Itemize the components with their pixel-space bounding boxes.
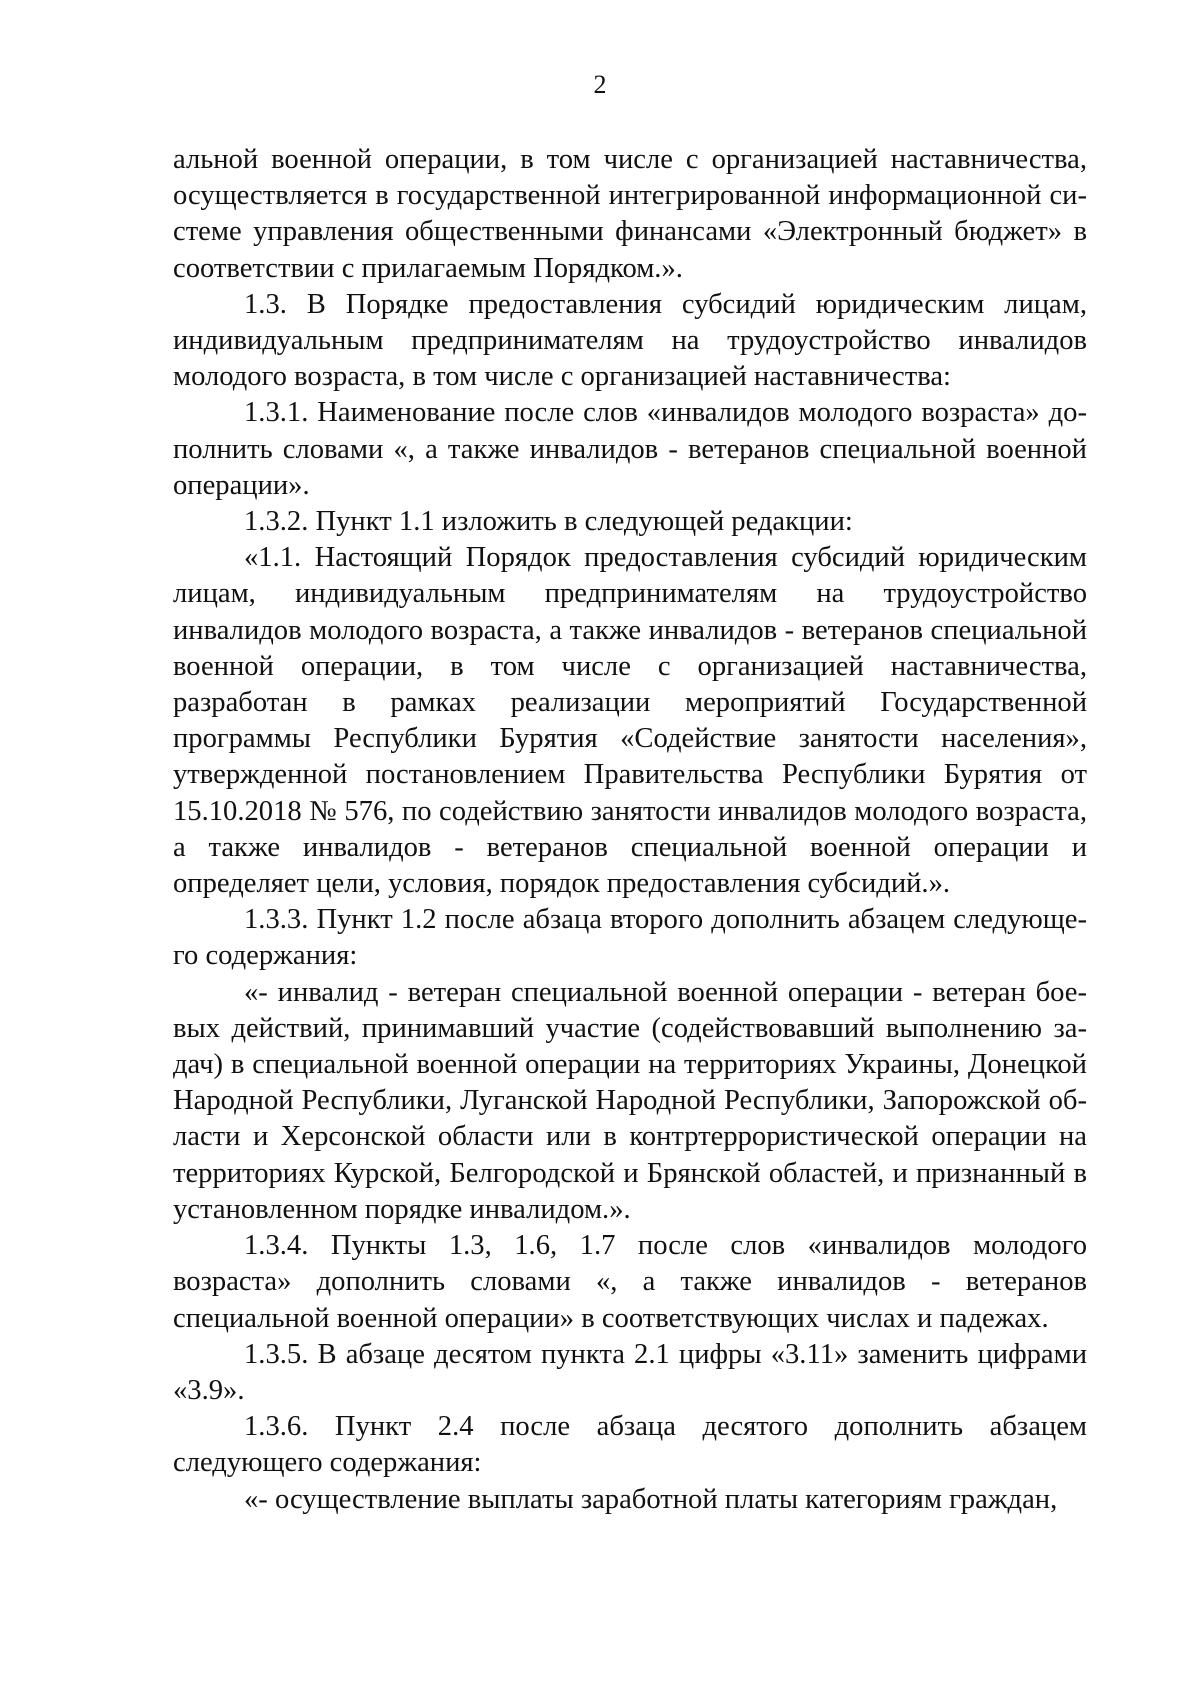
paragraph-continuation: альной военной операции, в том числе с организацией наставничества, осуществляется в государственной интегрированной информационной системе управления общественными финансами «Электронный бюджет» в соответствии с прилагаемым Порядком.». bbox=[173, 144, 1087, 284]
paragraph-quoted-1-1: «1.1. Настоящий Порядок предоставления субсидий юридическим лицам, индивидуальным предпринимателям на трудоустройство инвалидов молодого возраста, а также инвалидов - ветеранов специальной военной операции, в том числе с организацией наставничества, разработан в рамках реализации мероприятий Государственной программы Республики Бурятия «Содействие занятости населения», утвержденной постановлением Правительства Республики Бурятия от 15.10.2018 № 576, по содействию занятости инвалидов молодого возраста, а также инвалидов - ветеранов специальной военной операции и определяет цели, условия, порядок предоставления субсидий.». bbox=[173, 542, 1087, 900]
paragraph-last: «- осуществление выплаты заработной платы категориям граждан, bbox=[244, 1483, 1058, 1515]
paragraph-definition: «- инвалид - ветеран специальной военной операции - ветеран боевых действий, принимавший участие (содействовавший выполнению задач) в специальной военной операции на территориях Украины, Донецкой Народной Республики, Луганской Народной Республики, Запорожской области и Херсонской области или в контртеррористической операции на территориях Курской, Белгородской и Брянской областей, и признанный в установленном порядке инвалидом.». bbox=[173, 976, 1087, 1225]
paragraph-1-3: 1.3. В Порядке предоставления субсидий юридическим лицам, индивидуальным предпринимателям на трудоустройство инвалидов молодого возраста, в том числе с организацией наставничества: bbox=[173, 288, 1087, 393]
paragraph-1-3-5: 1.3.5. В абзаце десятом пункта 2.1 цифры «3.11» заменить цифрами «3.9». bbox=[173, 1338, 1087, 1406]
paragraph-1-3-4: 1.3.4. Пункты 1.3, 1.6, 1.7 после слов «инвалидов молодого возраста» дополнить словами «, а также инвалидов - ветеранов специальной военной операции» в соответствующих числах и падежах. bbox=[173, 1230, 1087, 1334]
paragraph-1-3-1: 1.3.1. Наименование после слов «инвалидов молодого возраста» дополнить словами «, а также инвалидов - ветеранов специальной военной операции». bbox=[173, 397, 1087, 501]
paragraph-1-3-2: 1.3.2. Пункт 1.1 изложить в следующей редакции: bbox=[244, 506, 853, 538]
paragraph-1-3-6: 1.3.6. Пункт 2.4 после абзаца десятого дополнить абзацем следующего содержания: bbox=[173, 1411, 1087, 1479]
document-body bbox=[173, 142, 1087, 1518]
paragraph-1-3-3: 1.3.3. Пункт 1.2 после абзаца второго дополнить абзацем следующего содержания: bbox=[173, 904, 1087, 972]
page-number: 2 bbox=[593, 70, 607, 99]
